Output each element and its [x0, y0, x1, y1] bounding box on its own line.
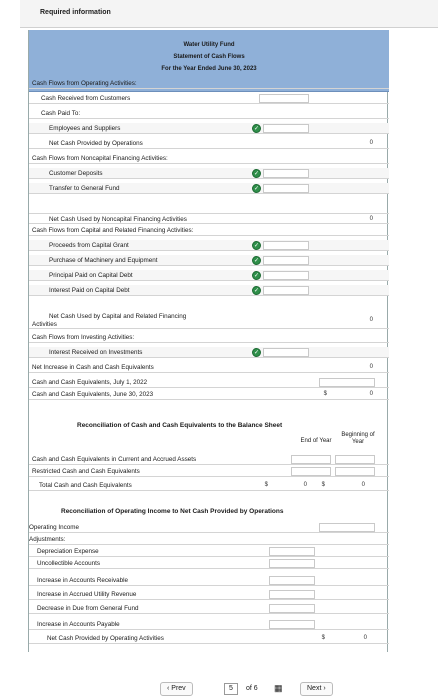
net-noncapital-value: 0	[369, 216, 373, 222]
row-interest-debt	[29, 285, 389, 296]
row-label: Increase in Accrued Utility Revenue	[37, 591, 137, 598]
op-recon-title: Reconciliation of Operating Income to Net Cash Provided by Operations	[61, 508, 284, 515]
row-investing-header	[29, 332, 389, 343]
page-number-field[interactable]: 5	[224, 683, 238, 695]
col-beginning-of-year: Beginning of Year	[341, 432, 375, 445]
amount-input[interactable]	[259, 94, 309, 103]
row-label: Net Cash Provided by Operating Activities	[47, 635, 164, 642]
row-customer-deposits	[29, 168, 389, 179]
next-label: Next	[307, 685, 322, 692]
row-adjustments	[29, 534, 389, 545]
end-amount-input[interactable]	[291, 467, 331, 476]
amount-input[interactable]	[269, 604, 315, 613]
row-net-capital	[29, 313, 389, 329]
row-uncollectible	[29, 558, 389, 569]
begin-amount-input[interactable]	[335, 455, 375, 464]
row-noncapital-header	[29, 153, 389, 164]
row-depreciation	[29, 546, 389, 557]
row-principal-debt	[29, 270, 389, 281]
row-label: Increase in Accounts Payable	[37, 621, 120, 628]
row-label: Depreciation Expense	[37, 548, 99, 555]
check-icon: ✓	[253, 170, 260, 177]
row-label: Decrease in Due from General Fund	[37, 605, 139, 612]
row-due-general	[29, 603, 389, 614]
row-capital-header	[29, 225, 389, 236]
row-label: Principal Paid on Capital Debt	[49, 272, 133, 279]
check-icon: ✓	[253, 242, 260, 249]
required-information-label: Required information	[40, 9, 111, 16]
amount-input[interactable]	[263, 241, 309, 250]
row-label: Employees and Suppliers	[49, 125, 121, 132]
row-label: Net Increase in Cash and Cash Equivalents	[32, 364, 154, 371]
amount-input[interactable]	[263, 286, 309, 295]
row-accounts-payable	[29, 619, 389, 630]
check-icon: ✓	[253, 287, 260, 294]
dollar-sign: $	[323, 391, 327, 397]
amount-input[interactable]	[269, 559, 315, 568]
row-label: Restricted Cash and Cash Equivalents	[32, 468, 140, 475]
amount-input[interactable]	[319, 523, 375, 532]
amount-input[interactable]	[269, 547, 315, 556]
total-end-value: 0	[303, 482, 307, 488]
row-machinery	[29, 255, 389, 266]
amount-input[interactable]	[269, 576, 315, 585]
row-label: Total Cash and Cash Equivalents	[39, 482, 132, 489]
check-icon: ✓	[253, 257, 260, 264]
row-label: Cash and Cash Equivalents in Current and Accrued Assets	[32, 456, 197, 463]
page-of-label: of 6	[246, 685, 258, 692]
row-label: Increase in Accounts Receivable	[37, 577, 129, 584]
prev-button[interactable]	[160, 682, 193, 696]
begin-amount-input[interactable]	[335, 467, 375, 476]
row-label: Cash and Cash Equivalents, June 30, 2023	[32, 391, 154, 398]
row-cash-received	[29, 93, 389, 104]
check-icon: ✓	[253, 185, 260, 192]
row-operating-income	[29, 522, 389, 533]
row-label: Cash Paid To:	[41, 110, 81, 117]
row-recon-current	[29, 454, 389, 465]
statement-title-fund: Water Utility Fund	[183, 42, 235, 48]
net-operations-value: 0	[369, 140, 373, 146]
row-label: Interest Received on Investments	[49, 349, 143, 356]
chevron-left-icon: ‹	[167, 685, 172, 692]
row-label: Cash Received from Customers	[41, 95, 131, 102]
amount-input[interactable]	[263, 124, 309, 133]
row-recon-total	[29, 480, 389, 491]
net-cash-operating-value: 0	[363, 635, 367, 641]
row-label: Cash Flows from Capital and Related Financing Activities:	[32, 227, 194, 234]
amount-input[interactable]	[319, 378, 375, 387]
row-interest-received	[29, 347, 389, 358]
row-net-increase	[29, 362, 389, 373]
row-label: Purchase of Machinery and Equipment	[49, 257, 158, 264]
amount-input[interactable]	[263, 169, 309, 178]
row-cash-begin	[29, 377, 389, 388]
row-net-operations	[29, 138, 389, 149]
check-icon: ✓	[253, 349, 260, 356]
top-bar	[20, 0, 438, 28]
row-transfer-general	[29, 183, 389, 194]
dollar-sign: $	[321, 635, 325, 641]
row-label: Cash Flows from Operating Activities:	[32, 80, 137, 87]
amount-input[interactable]	[263, 256, 309, 265]
row-label: Cash Flows from Noncapital Financing Activities:	[32, 155, 168, 162]
col-end-of-year: End of Year	[300, 438, 332, 444]
pagination	[150, 680, 370, 698]
check-icon: ✓	[253, 272, 260, 279]
amount-input[interactable]	[263, 348, 309, 357]
statement-title-name: Statement of Cash Flows	[173, 54, 245, 60]
prev-label: Prev	[171, 685, 186, 692]
row-net-noncapital	[29, 213, 389, 224]
cash-flow-sheet	[28, 30, 388, 652]
row-increase-ar	[29, 575, 389, 586]
dollar-sign: $	[264, 482, 268, 488]
amount-input[interactable]	[269, 620, 315, 629]
row-label: Net Cash Provided by Operations	[49, 140, 143, 147]
net-capital-value: 0	[369, 317, 373, 323]
row-cash-end	[29, 389, 389, 400]
dollar-sign: $	[321, 482, 325, 488]
grid-icon[interactable]: ▦	[274, 683, 283, 693]
cash-end-value: 0	[369, 391, 373, 397]
amount-input[interactable]	[263, 271, 309, 280]
amount-input[interactable]	[263, 184, 309, 193]
row-label: Cash Flows from Investing Activities:	[32, 334, 135, 341]
chevron-right-icon: ›	[321, 685, 326, 692]
statement-title-period: For the Year Ended June 30, 2023	[161, 66, 257, 72]
row-employees-suppliers	[29, 123, 389, 134]
end-amount-input[interactable]	[291, 455, 331, 464]
row-label: Net Cash Used by Noncapital Financing Activities	[49, 216, 187, 223]
recon-title: Reconciliation of Cash and Cash Equivalents to the Balance Sheet	[77, 422, 283, 429]
row-cash-paid-to	[29, 108, 389, 119]
row-label: Cash and Cash Equivalents, July 1, 2022	[32, 379, 148, 386]
row-label: Interest Paid on Capital Debt	[49, 287, 130, 294]
row-label: Customer Deposits	[49, 170, 103, 177]
row-label: Uncollectible Accounts	[37, 560, 101, 567]
amount-input[interactable]	[269, 590, 315, 599]
row-net-cash-operating	[29, 633, 389, 644]
row-label: Adjustments:	[29, 536, 66, 543]
row-label: Operating Income	[29, 524, 80, 531]
row-accrued-revenue	[29, 589, 389, 600]
total-begin-value: 0	[361, 482, 365, 488]
row-recon-restricted	[29, 466, 389, 477]
row-operating-header	[29, 78, 389, 89]
row-label: Transfer to General Fund	[49, 185, 120, 192]
next-button[interactable]	[300, 682, 333, 696]
net-increase-value: 0	[369, 364, 373, 370]
check-icon: ✓	[253, 125, 260, 132]
row-label: Net Cash Used by Capital and Related Financing	[49, 313, 187, 320]
row-label-cont: Activities	[32, 321, 57, 328]
row-capital-grant	[29, 240, 389, 251]
row-label: Proceeds from Capital Grant	[49, 242, 129, 249]
